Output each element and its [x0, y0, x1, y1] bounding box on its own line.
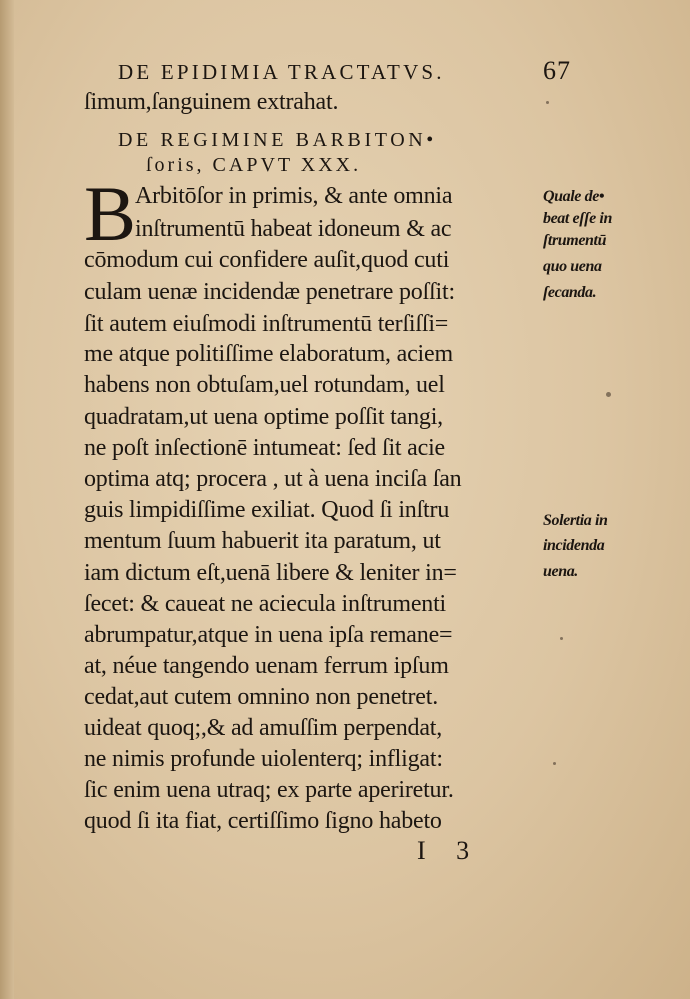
text-line: ſecet: & caueat ne aciecula inſtrumenti	[84, 591, 447, 617]
text-line: cōmodum cui confidere auſit,quod cuti	[84, 247, 450, 273]
running-title: DE EPIDIMIA TRACTATVS.	[118, 60, 445, 84]
margin-note: Solertia in	[543, 512, 608, 529]
ink-speck	[553, 762, 556, 765]
text-line: culam uenæ incidendæ penetrare poſſit:	[84, 279, 455, 305]
margin-note: Quale de•	[543, 188, 605, 205]
text-line: iam dictum eſt,uenā libere & leniter in=	[84, 560, 457, 586]
text-line: me atque politiſſime elaboratum, aciem	[84, 341, 453, 367]
text-line: inſtrumentū habeat idoneum & ac	[135, 216, 452, 242]
text-line: ſic enim uena utraq; ex parte aperiretur.	[84, 777, 454, 803]
text-line: habens non obtuſam,uel rotundam, uel	[84, 372, 445, 398]
text-line: quod ſi ita fiat, certiſſimo ſigno habeto	[84, 808, 442, 834]
chapter-heading-continued: ſoris, CAPVT XXX.	[146, 154, 362, 176]
margin-note: quo uena	[543, 258, 602, 275]
text-line: Arbitōſor in primis, & ante omnia	[135, 183, 453, 209]
margin-note: beat eſſe in	[543, 210, 612, 227]
text-line: ſimum,ſanguinem extrahat.	[84, 89, 339, 115]
signature-mark: I 3	[417, 836, 482, 865]
text-line: ſit autem eiuſmodi inſtrumentū terſiſſi=	[84, 311, 449, 337]
running-head	[118, 56, 588, 86]
text-line: ne nimis profunde uiolenterq; infligat:	[84, 746, 443, 772]
binding-gutter	[0, 0, 14, 999]
ink-speck	[560, 637, 563, 640]
text-line: cedat,aut cutem omnino non penetret.	[84, 684, 439, 710]
ink-speck	[606, 392, 611, 397]
drop-cap: B	[84, 170, 137, 257]
text-line: at, néue tangendo uenam ferrum ipſum	[84, 653, 449, 679]
text-line: mentum ſuum habuerit ita paratum, ut	[84, 528, 441, 554]
text-line: optima atq; procera , ut à uena inciſa ſan	[84, 466, 462, 492]
text-line: quadratam,ut uena optime poſſit tangi,	[84, 404, 443, 430]
margin-note: uena.	[543, 563, 578, 580]
margin-note: incidenda	[543, 537, 605, 554]
ink-speck	[546, 101, 549, 104]
margin-note: ſtrumentū	[543, 232, 607, 249]
text-line: guis limpidiſſime exiliat. Quod ſi inſtru	[84, 497, 450, 523]
margin-note: ſecanda.	[543, 284, 597, 301]
text-line: abrumpatur,atque in uena ipſa remane=	[84, 622, 453, 648]
text-line: uideat quoq;,& ad amuſſim perpendat,	[84, 715, 443, 741]
text-line: ne poſt inſectionē intumeat: ſed ſit acie	[84, 435, 446, 461]
page-number: 67	[543, 56, 571, 85]
chapter-heading: DE REGIMINE BARBITON•	[118, 129, 437, 151]
